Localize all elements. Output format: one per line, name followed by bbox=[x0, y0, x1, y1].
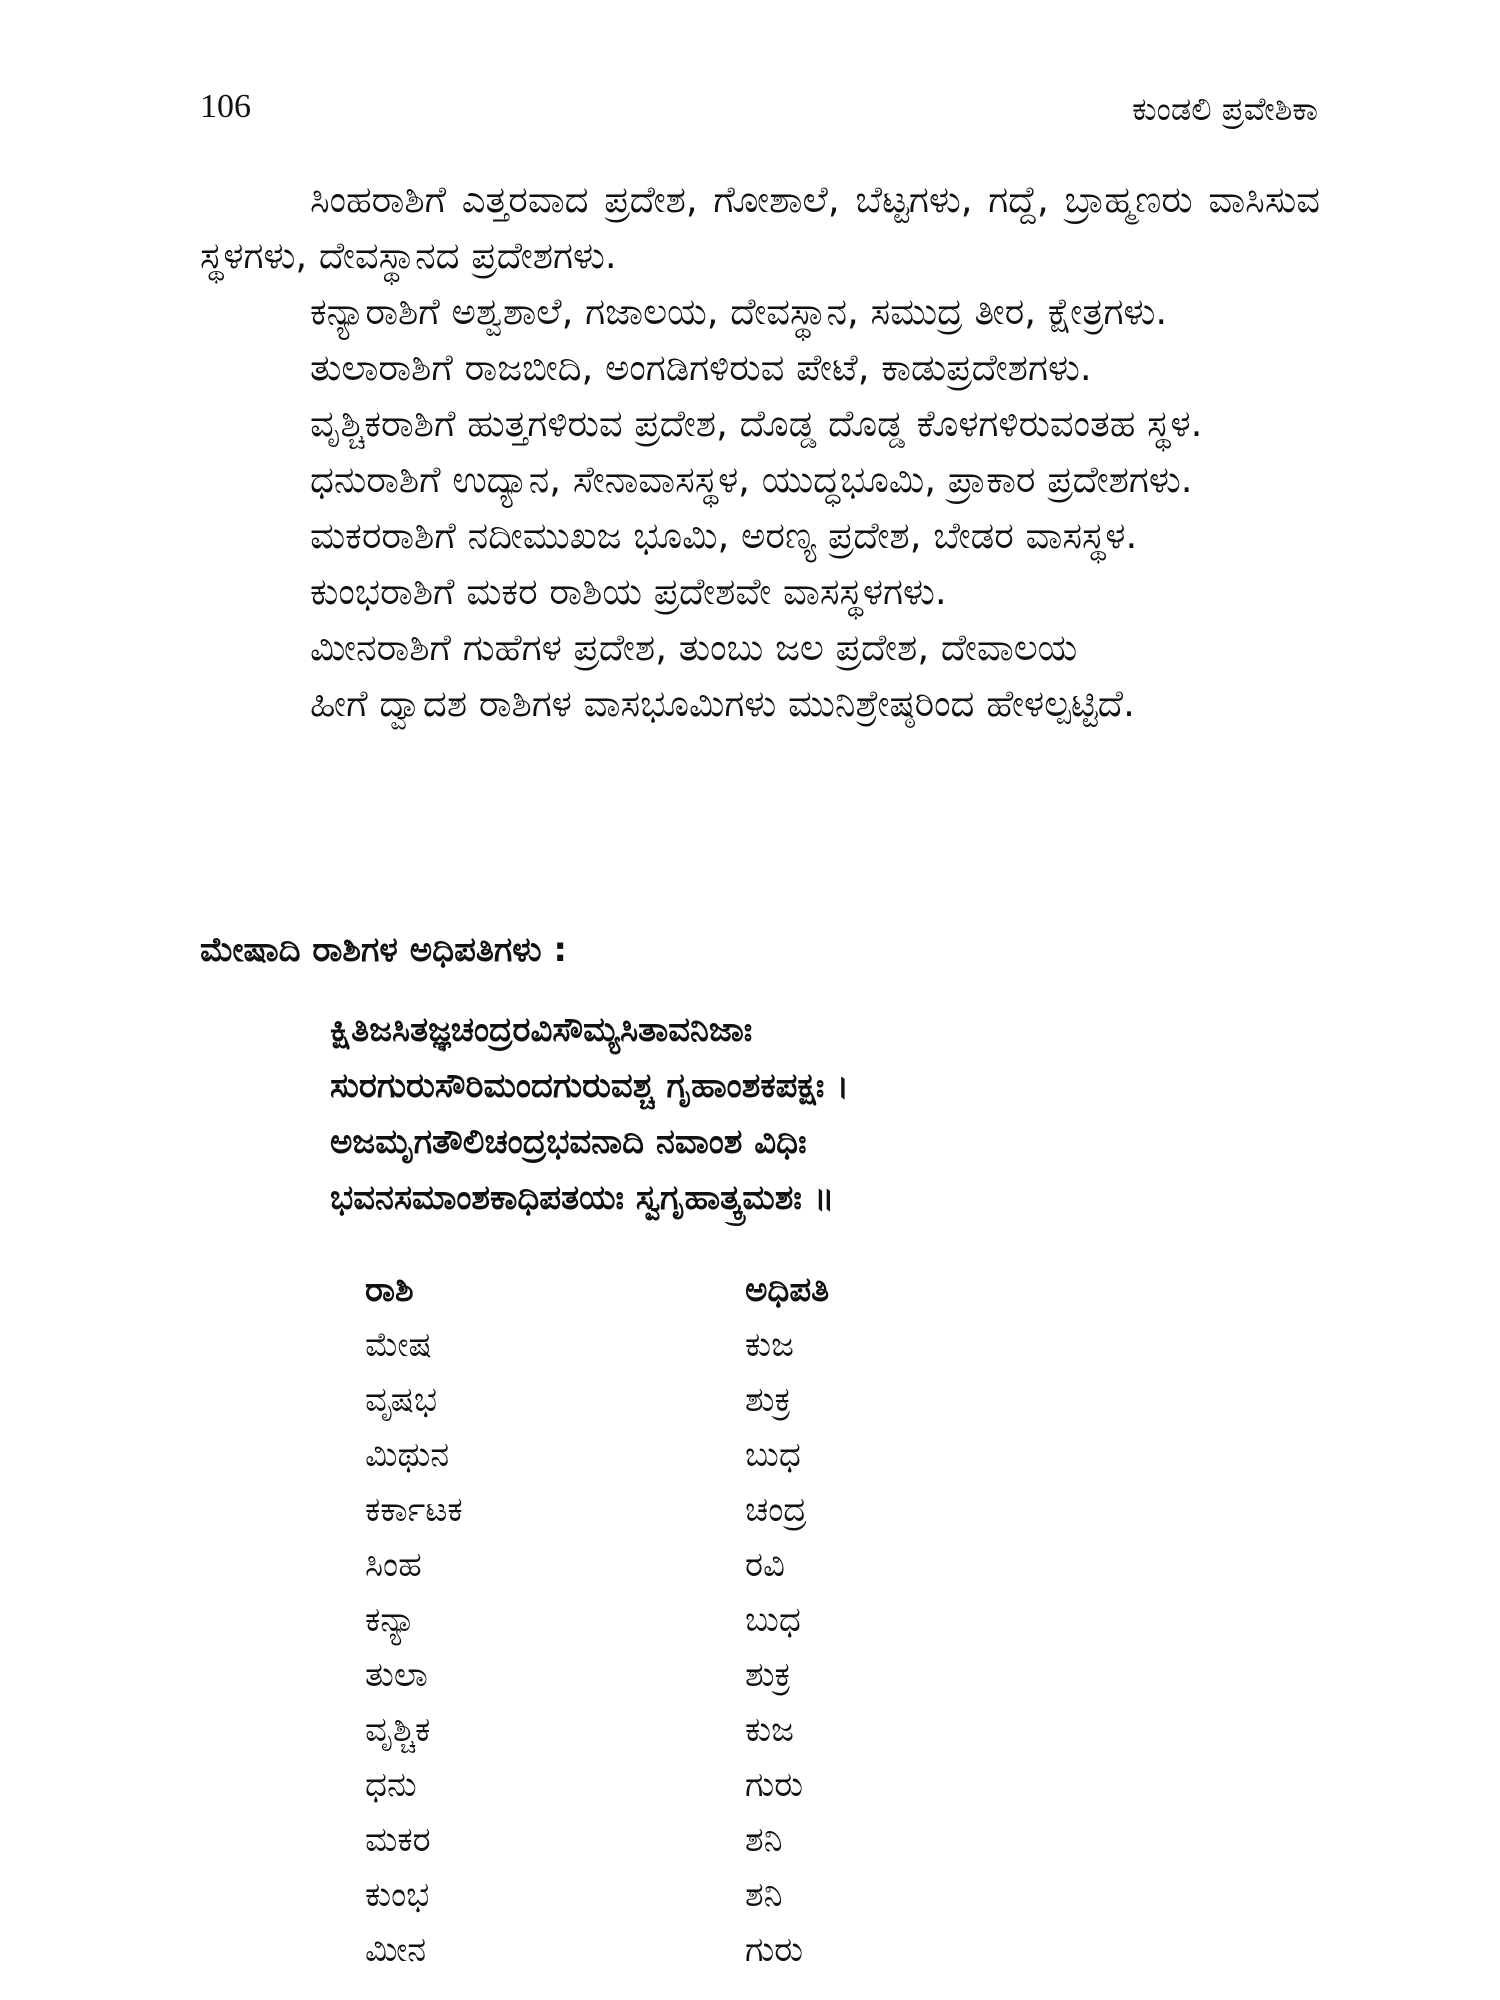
lord-cell: ಚಂದ್ರ bbox=[745, 1489, 807, 1530]
table-row bbox=[365, 1757, 829, 1812]
paragraph: ಕುಂಭರಾಶಿಗೆ ಮಕರ ರಾಶಿಯ ಪ್ರದೇಶವೇ ವಾಸಸ್ಥಳಗಳು. bbox=[310, 570, 947, 613]
rashi-cell: ವೃಶ್ಚಿಕ bbox=[365, 1709, 431, 1750]
lord-cell: ಗುರು bbox=[745, 1764, 804, 1805]
paragraph: ಮೀನರಾಶಿಗೆ ಗುಹೆಗಳ ಪ್ರದೇಶ, ತುಂಬು ಜಲ ಪ್ರದೇಶ, ದೇವಾಲಯ bbox=[310, 626, 1078, 669]
rashi-cell: ಸಿಂಹ bbox=[365, 1544, 422, 1585]
rashi-cell: ಮಕರ bbox=[365, 1819, 431, 1860]
running-title: ಕುಂಡಲಿ ಪ್ರವೇಶಿಕಾ bbox=[1132, 90, 1318, 128]
lord-cell: ಶುಕ್ರ bbox=[745, 1654, 792, 1695]
lord-cell: ಬುಧ bbox=[745, 1434, 801, 1475]
shloka-line: ಭವನಸಮಾಂಶಕಾಧಿಪತಯಃ ಸ್ವಗೃಹಾತ್ಕ್ರಮಶಃ ॥ bbox=[330, 1178, 835, 1218]
paragraph: ಕನ್ಯಾರಾಶಿಗೆ ಅಶ್ವಶಾಲೆ, ಗಜಾಲಯ, ದೇವಸ್ಥಾನ, ಸಮುದ್ರ ತೀರ, ಕ್ಷೇತ್ರಗಳು. bbox=[310, 290, 1168, 333]
table-row bbox=[365, 1702, 829, 1757]
table-header-row bbox=[365, 1262, 829, 1317]
column-header-rashi: ರಾಶಿ bbox=[365, 1269, 414, 1310]
table-row bbox=[365, 1537, 829, 1592]
paragraph: ಹೀಗೆ ದ್ವಾದಶ ರಾಶಿಗಳ ವಾಸಭೂಮಿಗಳು ಮುನಿಶ್ರೇಷ್ಠರಿಂದ ಹೇಳಲ್ಪಟ್ಟಿದೆ. bbox=[310, 682, 1135, 725]
rashi-cell: ಮೀನ bbox=[365, 1929, 427, 1970]
lord-cell: ಶುಕ್ರ bbox=[745, 1379, 792, 1420]
rashi-cell: ವೃಷಭ bbox=[365, 1379, 438, 1420]
table-row bbox=[365, 1922, 829, 1977]
rashi-cell: ತುಲಾ bbox=[365, 1654, 428, 1695]
page-number: 106 bbox=[200, 88, 251, 125]
table-row bbox=[365, 1372, 829, 1427]
paragraph: ಸಿಂಹರಾಶಿಗೆ ಎತ್ತರವಾದ ಪ್ರದೇಶ, ಗೋಶಾಲೆ, ಬೆಟ್ಟಗಳು, ಗದ್ದೆ, ಬ್ರಾಹ್ಮಣರು ವಾಸಿಸುವ ಸ್ಥಳಗಳು, ದೇವಸ್ಥಾನದ ಪ್ರದೇಶಗಳು. bbox=[200, 178, 1320, 277]
table-row bbox=[365, 1482, 829, 1537]
rashi-cell: ಕನ್ಯಾ bbox=[365, 1599, 416, 1640]
rashi-cell: ಮಿಥುನ bbox=[365, 1434, 450, 1475]
table-row bbox=[365, 1647, 829, 1702]
table-row bbox=[365, 1867, 829, 1922]
paragraph: ಮಕರರಾಶಿಗೆ ನದೀಮುಖಜ ಭೂಮಿ, ಅರಣ್ಯ ಪ್ರದೇಶ, ಬೇಡರ ವಾಸಸ್ಥಳ. bbox=[310, 514, 1138, 557]
lord-cell: ಬುಧ bbox=[745, 1599, 801, 1640]
lord-cell: ರವಿ bbox=[745, 1544, 785, 1585]
rashi-cell: ಮೇಷ bbox=[365, 1324, 432, 1365]
shloka-verse bbox=[330, 1002, 1330, 1226]
lord-cell: ಶನಿ bbox=[745, 1819, 783, 1860]
rashi-cell: ಕರ್ಕಾಟಕ bbox=[365, 1489, 463, 1530]
paragraph: ತುಲಾರಾಶಿಗೆ ರಾಜಬೀದಿ, ಅಂಗಡಿಗಳಿರುವ ಪೇಟೆ, ಕಾಡುಪ್ರದೇಶಗಳು. bbox=[310, 346, 1092, 389]
table-row bbox=[365, 1427, 829, 1482]
table-row bbox=[365, 1592, 829, 1647]
lord-cell: ಗುರು bbox=[745, 1929, 804, 1970]
table-row bbox=[365, 1317, 829, 1372]
paragraph: ವೃಶ್ಚಿಕರಾಶಿಗೆ ಹುತ್ತಗಳಿರುವ ಪ್ರದೇಶ, ದೊಡ್ಡ ದೊಡ್ಡ ಕೊಳಗಳಿರುವಂತಹ ಸ್ಥಳ. bbox=[310, 402, 1203, 445]
rashi-cell: ಧನು bbox=[365, 1764, 417, 1805]
shloka-line: ಕ್ಷಿತಿಜಸಿತಜ್ಞಚಂದ್ರರವಿಸೌಮ್ಯಸಿತಾವನಿಜಾಃ bbox=[330, 1010, 753, 1050]
body-text bbox=[200, 172, 1320, 732]
shloka-line: ಸುರಗುರುಸೌರಿಮಂದಗುರುವಶ್ಚ ಗೃಹಾಂಶಕಪಕ್ಷಃ । bbox=[330, 1066, 850, 1106]
rashi-cell: ಕುಂಭ bbox=[365, 1874, 430, 1915]
lord-cell: ಕುಜ bbox=[745, 1324, 794, 1365]
rashi-lord-table bbox=[365, 1262, 829, 1977]
paragraph: ಧನುರಾಶಿಗೆ ಉದ್ಯಾನ, ಸೇನಾವಾಸಸ್ಥಳ, ಯುದ್ಧಭೂಮಿ, ಪ್ರಾಕಾರ ಪ್ರದೇಶಗಳು. bbox=[310, 458, 1193, 501]
column-header-lord: ಅಧಿಪತಿ bbox=[745, 1269, 830, 1310]
table-row bbox=[365, 1812, 829, 1867]
section-heading: ಮೇಷಾದಿ ರಾಶಿಗಳ ಅಧಿಪತಿಗಳು : bbox=[200, 930, 568, 970]
lord-cell: ಶನಿ bbox=[745, 1874, 783, 1915]
lord-cell: ಕುಜ bbox=[745, 1709, 794, 1750]
shloka-line: ಅಜಮೃಗತೌಲಿಚಂದ್ರಭವನಾದಿ ನವಾಂಶ ವಿಧಿಃ bbox=[330, 1122, 807, 1162]
